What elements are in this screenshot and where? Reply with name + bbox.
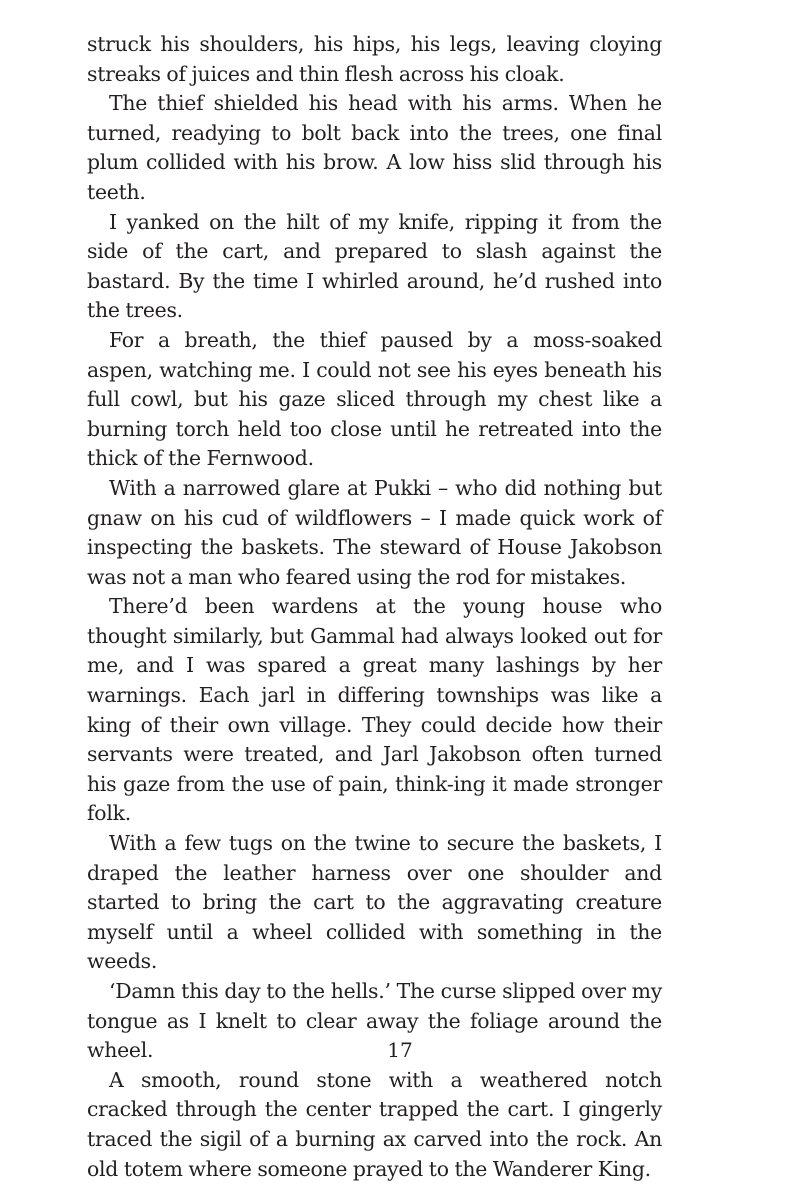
- paragraph: With a narrowed glare at Pukki – who did nothing but gnaw on his cud of wildflowers – I made quick work of inspecting the baskets. The steward of House Jakobson was not a man who feared using the rod for mistakes.: [87, 475, 662, 589]
- page-number: 17: [387, 1038, 413, 1062]
- paragraph: For a breath, the thief paused by a moss-soaked aspen, watching me. I could not see his eyes beneath his full cowl, but his gaze sliced through my chest like a burning torch held too close until he retreated into the thick of the Fernwood.: [87, 327, 662, 471]
- paragraph: A smooth, round stone with a weathered notch cracked through the center trapped the cart. I gingerly traced the sigil of a burning ax carved into the rock. An old totem where someone prayed to the Wanderer King.: [87, 1067, 662, 1181]
- paragraph: With a few tugs on the twine to secure the baskets, I draped the leather harness over one shoulder and started to bring the cart to the aggravating creature myself until a wheel collided with something in the weeds.: [87, 831, 662, 974]
- paragraph-continued: struck his shoulders, his hips, his legs, leaving cloying streaks of juices and thin flesh across his cloak.: [87, 32, 662, 86]
- page-body: [87, 30, 662, 1184]
- paragraph: ‘Damn this day to the hells.’ The curse slipped over my tongue as I knelt to clear away the foliage around the wheel.: [87, 979, 662, 1063]
- paragraph: I yanked on the hilt of my knife, ripping it from the side of the cart, and prepared to slash against the bastard. By the time I whirled around, he’d rushed into the trees.: [87, 209, 662, 323]
- paragraph: The thief shielded his head with his arms. When he turned, readying to bolt back into the trees, one final plum collided with his brow. A low hiss slid through his teeth.: [87, 91, 662, 204]
- paragraph: There’d been wardens at the young house who thought similarly, but Gammal had always looked out for me, and I was spared a great many lashings by her warnings. Each jarl in differing townships was like a king of their own village. They could decide how their servants were treated, and Jarl Jakobson often turned his gaze from the use of pain, think-ing it made stronger folk.: [87, 594, 662, 826]
